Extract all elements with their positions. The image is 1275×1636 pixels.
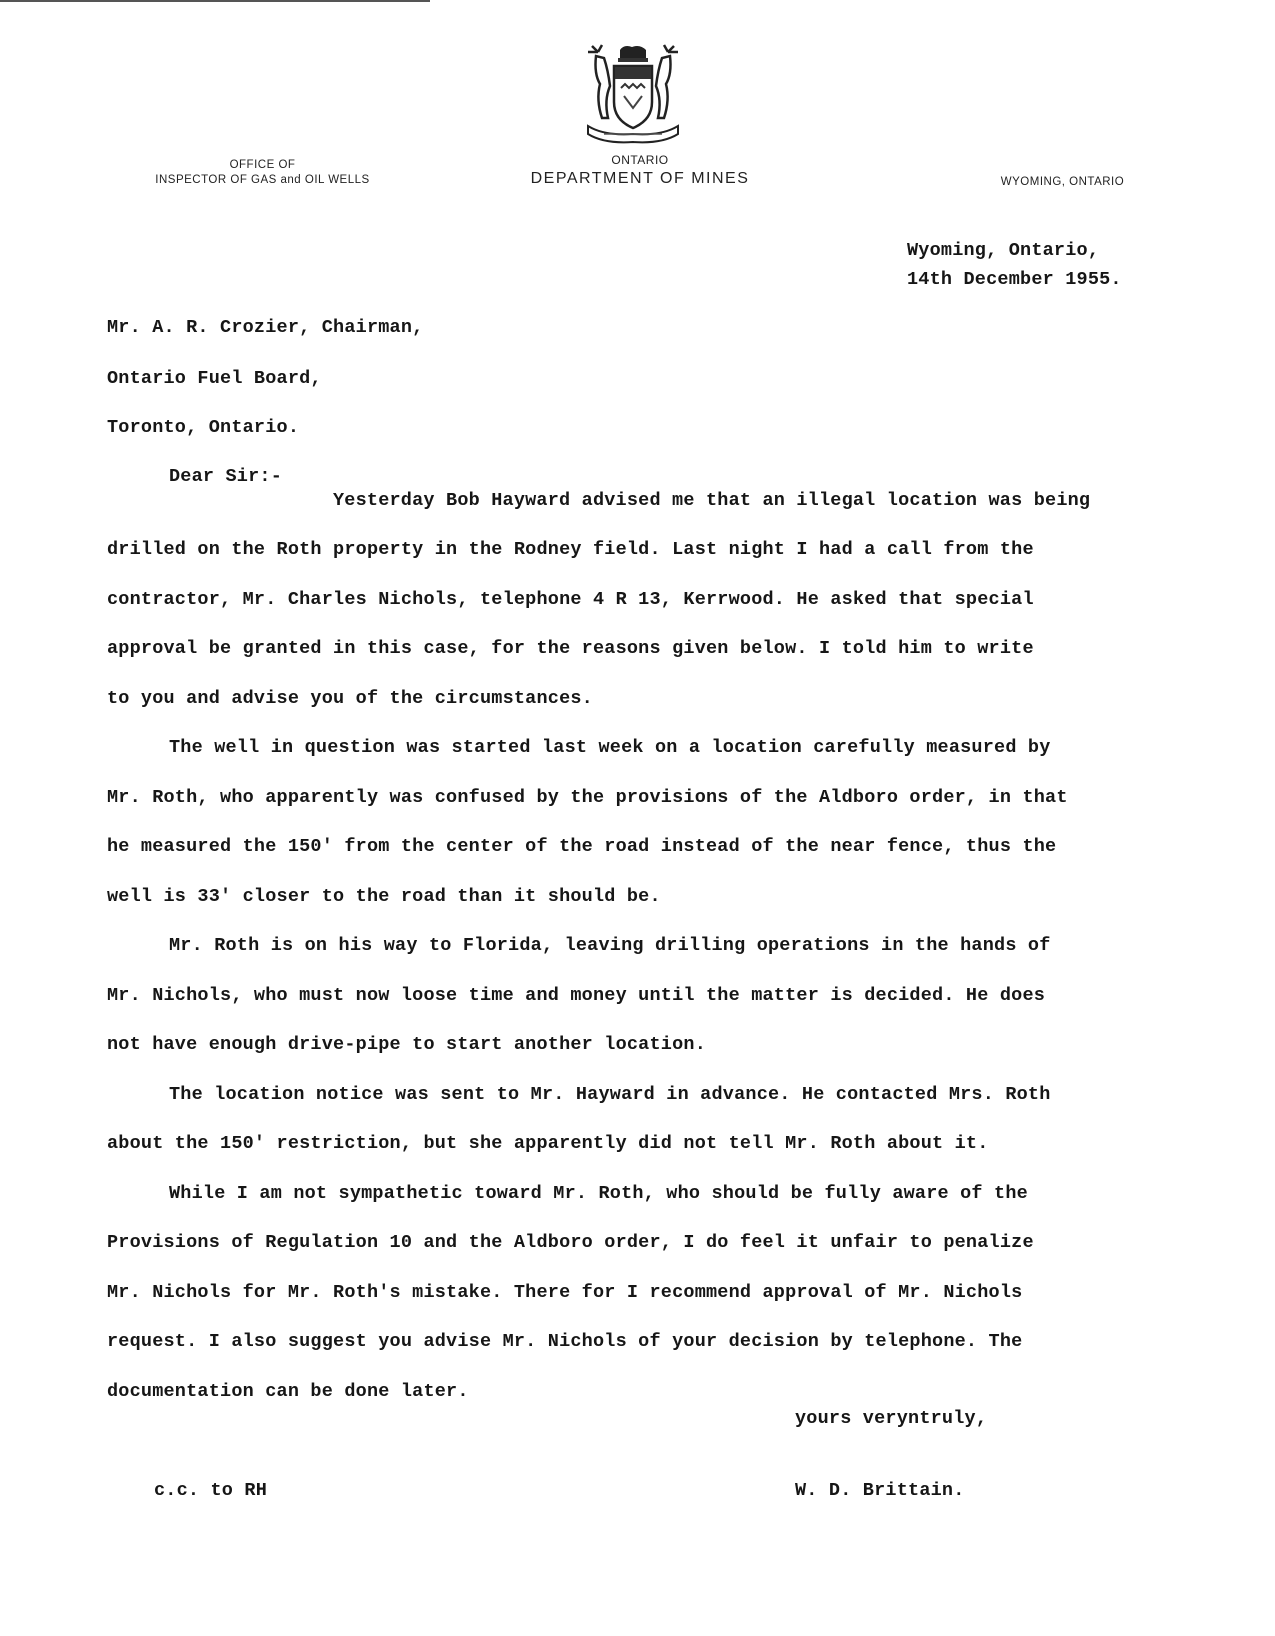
body-line: well is 33' closer to the road than it should be. — [107, 886, 661, 907]
body-line: Mr. Roth is on his way to Florida, leaving drilling operations in the hands of — [169, 935, 1051, 956]
body-line: not have enough drive-pipe to start another location. — [107, 1034, 706, 1055]
body-line: The location notice was sent to Mr. Hayward in advance. He contacted Mrs. Roth — [169, 1084, 1051, 1105]
body-line: The well in question was started last week on a location carefully measured by — [169, 737, 1051, 758]
province-label: ONTARIO — [611, 153, 669, 167]
office-line-2: INSPECTOR OF GAS and OIL WELLS — [155, 174, 370, 186]
recipient-line: Mr. A. R. Crozier, Chairman, — [107, 317, 424, 338]
body-line: he measured the 150' from the center of the road instead of the near fence, thus the — [107, 836, 1057, 857]
body-line: about the 150' restriction, but she apparently did not tell Mr. Roth about it. — [107, 1133, 989, 1154]
body-line: approval be granted in this case, for the reasons given below. I told him to write — [107, 638, 1034, 659]
letter-date: 14th December 1955. — [907, 269, 1122, 290]
letterhead-location: WYOMING, ONTARIO — [1000, 176, 1125, 188]
letter-place: Wyoming, Ontario, — [907, 240, 1100, 261]
body-line: Yesterday Bob Hayward advised me that an illegal location was being — [333, 490, 1091, 511]
department-name: DEPARTMENT OF MINES — [530, 170, 750, 187]
salutation: Dear Sir:- — [169, 466, 283, 487]
body-line: Provisions of Regulation 10 and the Aldboro order, I do feel it unfair to penalize — [107, 1232, 1034, 1253]
ontario-coat-of-arms-icon — [574, 44, 692, 146]
office-line-1: OFFICE OF — [229, 159, 296, 171]
cc-line: c.c. to RH — [154, 1480, 268, 1501]
body-line: Mr. Roth, who apparently was confused by the provisions of the Aldboro order, in that — [107, 787, 1068, 808]
recipient-line: Toronto, Ontario. — [107, 417, 300, 438]
body-line: request. I also suggest you advise Mr. Nichols of your decision by telephone. The — [107, 1331, 1023, 1352]
top-rule — [0, 0, 430, 2]
closing: yours veryntruly, — [795, 1408, 988, 1429]
body-line: Mr. Nichols, who must now loose time and money until the matter is decided. He does — [107, 985, 1046, 1006]
body-line: drilled on the Roth property in the Rodney field. Last night I had a call from the — [107, 539, 1034, 560]
signature: W. D. Brittain. — [795, 1480, 965, 1501]
office-of-inspector — [140, 158, 385, 188]
body-line: Mr. Nichols for Mr. Roth's mistake. There for I recommend approval of Mr. Nichols — [107, 1282, 1023, 1303]
body-line: While I am not sympathetic toward Mr. Roth, who should be fully aware of the — [169, 1183, 1028, 1204]
body-line: documentation can be done later. — [107, 1381, 469, 1402]
body-line: to you and advise you of the circumstances. — [107, 688, 593, 709]
recipient-line: Ontario Fuel Board, — [107, 368, 322, 389]
body-line: contractor, Mr. Charles Nichols, telephone 4 R 13, Kerrwood. He asked that special — [107, 589, 1034, 610]
